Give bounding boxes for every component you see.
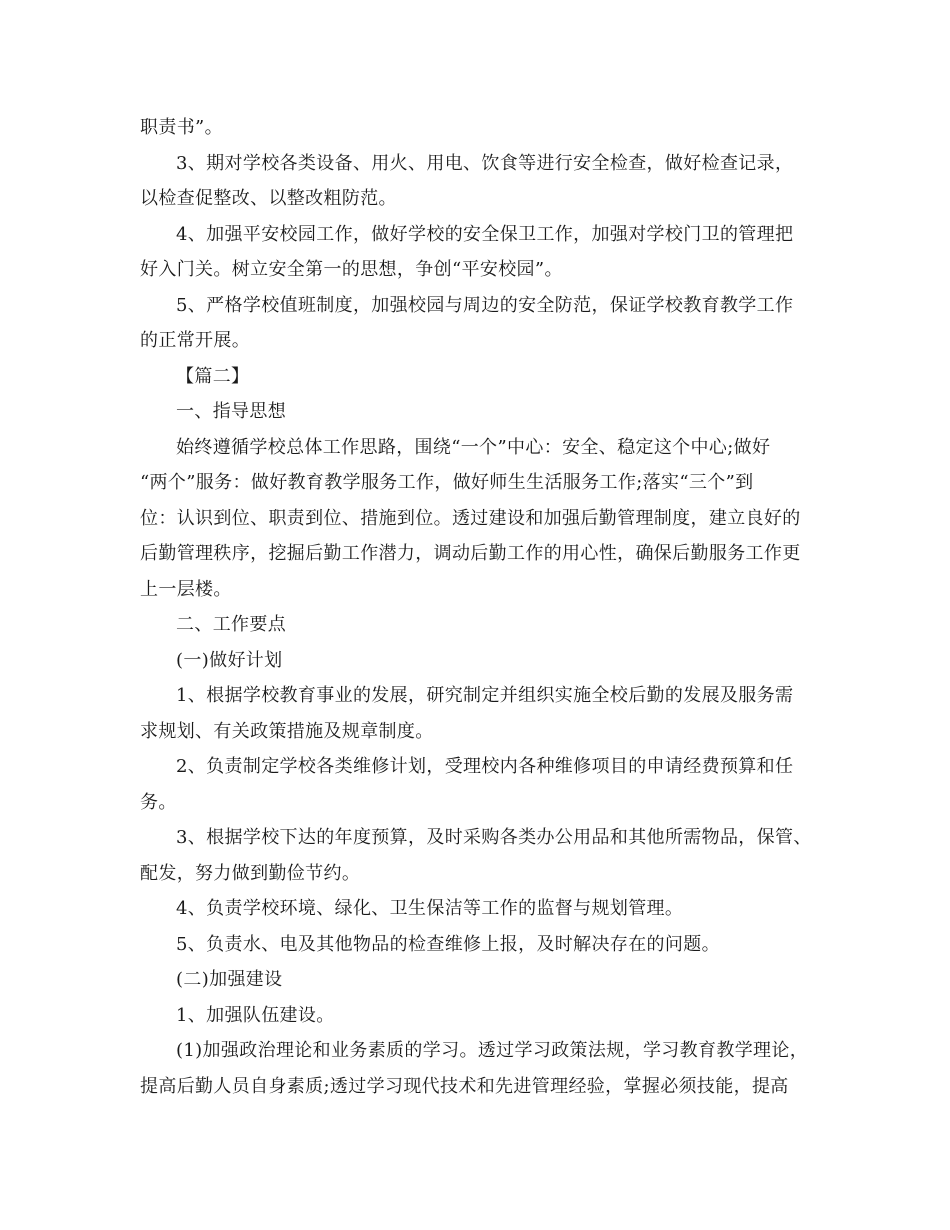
section-heading: 二、工作要点 xyxy=(176,614,287,635)
text-line: 求规划、有关政策措施及规章制度。 xyxy=(140,721,434,742)
section-heading: 一、指导思想 xyxy=(176,401,287,422)
text-line: 上一层楼。 xyxy=(140,579,232,600)
text-line: 5、严格学校值班制度，加强校园与周边的安全防范，保证学校教育教学工作 xyxy=(176,295,794,316)
text-line: 的正常开展。 xyxy=(140,330,251,351)
text-line: 2、负责制定学校各类维修计划，受理校内各种维修项目的申请经费预算和任 xyxy=(176,756,794,777)
subsection-heading: (二)加强建设 xyxy=(176,969,283,990)
text-line: 3、根据学校下达的年度预算，及时采购各类办公用品和其他所需物品，保管、 xyxy=(176,827,812,848)
text-line: 始终遵循学校总体工作思路，围绕“一个”中心：安全、稳定这个中心;做好 xyxy=(176,437,771,458)
text-line: 3、期对学校各类设备、用火、用电、饮食等进行安全检查，做好检查记录， xyxy=(176,153,794,174)
text-line: 后勤管理秩序，挖掘后勤工作潜力，调动后勤工作的用心性，确保后勤服务工作更 xyxy=(140,543,801,564)
text-line: 1、根据学校教育事业的发展，研究制定并组织实施全校后勤的发展及服务需 xyxy=(176,685,794,706)
subsection-heading: (一)做好计划 xyxy=(176,650,283,671)
text-line: 4、负责学校环境、绿化、卫生保洁等工作的监督与规划管理。 xyxy=(176,898,684,919)
text-line: 配发，努力做到勤俭节约。 xyxy=(140,863,361,884)
text-line: 职责书”。 xyxy=(140,117,223,138)
section-heading: 【篇二】 xyxy=(176,366,250,387)
text-line: (1)加强政治理论和业务素质的学习。透过学习政策法规，学习教育教学理论， xyxy=(176,1040,809,1061)
text-line: 1、加强队伍建设。 xyxy=(176,1005,335,1026)
text-line: 好入门关。树立安全第一的思想，争创“平安校园”。 xyxy=(140,259,563,280)
text-line: “两个”服务：做好教育教学服务工作，做好师生生活服务工作;落实“三个”到 xyxy=(140,472,754,493)
text-line: 务。 xyxy=(140,792,177,813)
text-line: 提高后勤人员自身素质;透过学习现代技术和先进管理经验，掌握必须技能，提高 xyxy=(140,1076,789,1097)
text-line: 4、加强平安校园工作，做好学校的安全保卫工作，加强对学校门卫的管理把 xyxy=(176,224,794,245)
text-line: 位：认识到位、职责到位、措施到位。透过建设和加强后勤管理制度，建立良好的 xyxy=(140,508,801,529)
text-line: 5、负责水、电及其他物品的检查维修上报，及时解决存在的问题。 xyxy=(176,934,720,955)
text-line: 以检查促整改、以整改粗防范。 xyxy=(140,188,397,209)
